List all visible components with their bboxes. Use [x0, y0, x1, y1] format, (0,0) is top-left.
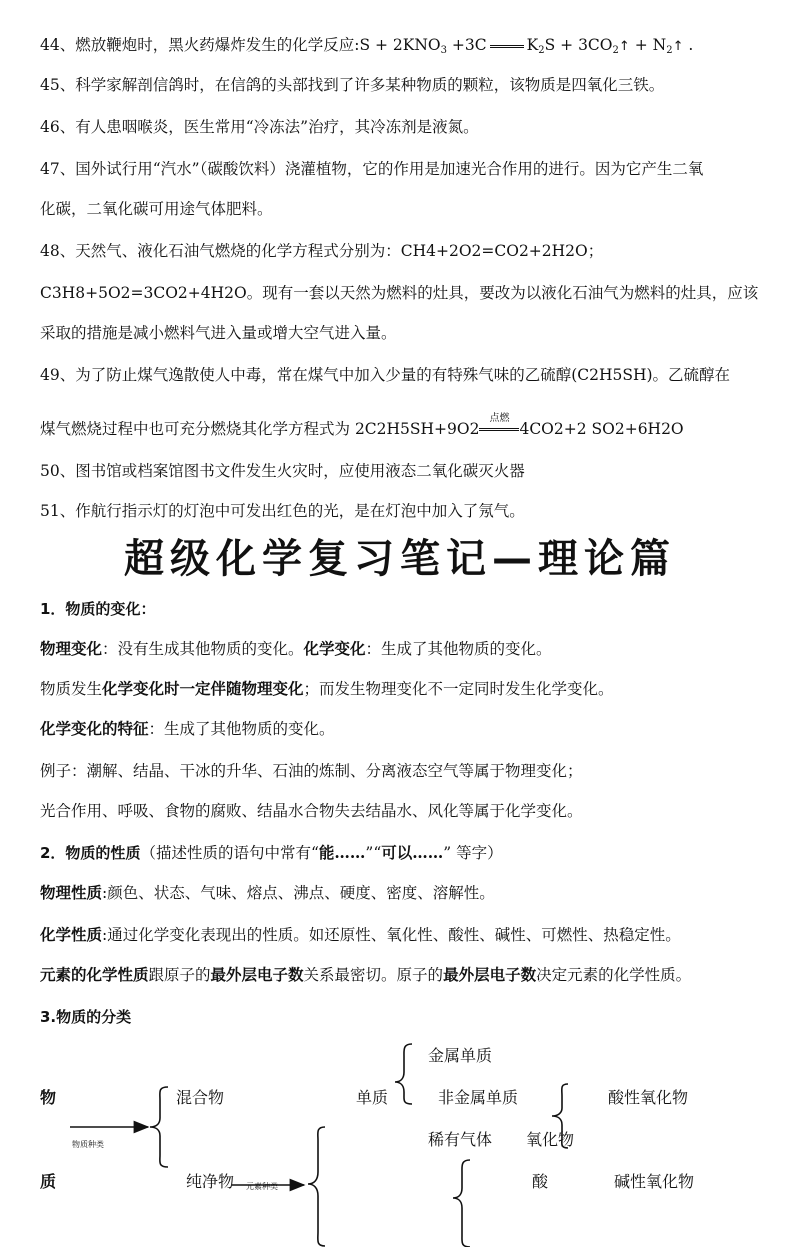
reaction-equation-44: $S + 2KNO_3 +3C$ $K_2S$ + $3CO_2↑$ + $N_2↑$ .: [359, 36, 694, 56]
node-wu: 物: [40, 1088, 57, 1107]
node-nonmetal-simple: 非金属单质: [438, 1088, 519, 1107]
section-1-line-4: 例子：潮解、结晶、干冰的升华、石油的炼制、分离液态空气等属于物理变化；: [40, 762, 583, 780]
section-2-line-1: 物理性质:颜色、状态、气味、熔点、沸点、硬度、密度、溶解性。: [40, 883, 495, 902]
section-1-line-3: 化学变化的特征：生成了其他物质的变化。: [40, 719, 335, 738]
node-oxide: 氧化物: [526, 1130, 575, 1149]
node-zhi: 质: [40, 1172, 57, 1191]
item-51: 51、作航行指示灯的灯泡中可发出红色的光，是在灯泡中加入了氖气。: [40, 502, 525, 520]
node-noble-gas: 稀有气体: [428, 1130, 493, 1149]
page-title: 超级化学复习笔记—理论篇: [124, 536, 676, 582]
section-3-heading: 3.物质的分类: [40, 1008, 132, 1026]
item-47-line2: 化碳，二氧化碳可用途气体肥料。: [40, 200, 273, 218]
section-1-line-5: 光合作用、呼吸、食物的腐败、结晶水合物失去结晶水、风化等属于化学变化。: [40, 802, 583, 820]
item-48-line3: 采取的措施是减小燃料气进入量或增大空气进入量。: [40, 324, 397, 342]
section-2-line-2: 化学性质:通过化学变化表现出的性质。如还原性、氧化性、酸性、碱性、可燃性、热稳定性。: [40, 925, 681, 944]
node-basic-oxide: 碱性氧化物: [614, 1172, 695, 1191]
brace-mixture-pure: [150, 1087, 168, 1167]
node-mixture: 混合物: [176, 1088, 225, 1107]
item-48-text-2: 。现有一套以天然为燃料的灶具，要改为以液化石油气为燃料的灶具，应该: [246, 284, 759, 302]
brace-compound-types: [453, 1160, 470, 1247]
equation-propane: C3H8+5O2=3CO2+4H2O: [40, 284, 247, 302]
item-44-text: 44、燃放鞭炮时，黑火药爆炸发生的化学反应:: [40, 36, 360, 54]
node-metal-simple: 金属单质: [428, 1046, 493, 1065]
label-element-type: 元素种类: [246, 1182, 278, 1191]
section-2-line-3: 元素的化学性质跟原子的最外层电子数关系最密切。原子的最外层电子数决定元素的化学性质。: [40, 965, 692, 984]
item-48-text: 48、天然气、液化石油气燃烧的化学方程式分别为：: [40, 242, 401, 260]
item-45: 45、科学家解剖信鸽时，在信鸽的头部找到了许多某种物质的颗粒，该物质是四氧化三铁。: [40, 76, 665, 94]
equation-ethanethiol-left: 2C2H5SH+9O2: [354, 420, 480, 438]
item-46: 46、有人患咽喉炎，医生常用“冷冻法”治疗，其冷冻剂是液氮。: [40, 118, 479, 136]
label-substance-type: 物质种类: [72, 1140, 104, 1149]
equation-methane: CH4+2O2=CO2+2H2O；: [400, 242, 604, 260]
node-acid: 酸: [532, 1172, 549, 1191]
equation-ethanethiol-right: 4CO2+2 SO2+6H2O: [519, 420, 684, 438]
item-49-text: 煤气燃烧过程中也可充分燃烧其化学方程式为: [40, 420, 355, 438]
section-1-heading: 1．物质的变化：: [40, 600, 156, 618]
gas-arrow-icon: ↑: [672, 39, 684, 54]
gas-arrow-icon: ↑: [618, 39, 630, 54]
node-simple-substance: 单质: [356, 1088, 389, 1107]
item-47-line1: 47、国外试行用“汽水”（碳酸饮料）浇灌植物，它的作用是加速光合作用的进行。因为它产生二氧: [40, 160, 704, 178]
node-pure-substance: 纯净物: [186, 1172, 235, 1191]
brace-simple-types: [395, 1044, 412, 1104]
item-49-line1: 49、为了防止煤气逸散使人中毒，常在煤气中加入少量的有特殊气味的乙硫醇(C2H5SH)。乙硫醇在: [40, 366, 731, 384]
node-acidic-oxide: 酸性氧化物: [608, 1088, 689, 1107]
section-1-line-2: 物质发生化学变化时一定伴随物理变化；而发生物理变化不一定同时发生化学变化。: [40, 679, 614, 698]
brace-simple-compound: [308, 1127, 325, 1246]
item-50: 50、图书馆或档案馆图书文件发生火灾时，应使用液态二氧化碳灭火器: [40, 462, 525, 480]
section-2-heading: 2．物质的性质（描述性质的语句中常有“能……”“可以……” 等字）: [40, 843, 503, 862]
ignite-label: 点燃: [489, 413, 510, 424]
section-1-line-1: 物理变化：没有生成其他物质的变化。化学变化：生成了其他物质的变化。: [40, 639, 552, 658]
